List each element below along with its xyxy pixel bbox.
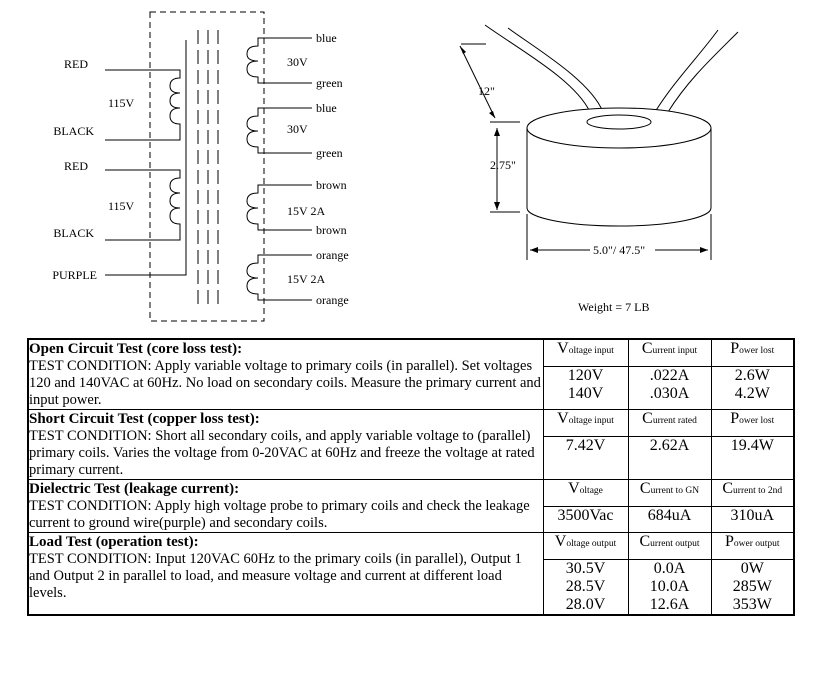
table-cell: 0W 285W 353W <box>711 560 794 616</box>
table-cell: 684uA <box>628 507 711 533</box>
table-cell: 310uA <box>711 507 794 533</box>
height-label: 2.75" <box>490 158 516 172</box>
test-description <box>28 339 543 410</box>
secondary-3-top-label: brown <box>316 178 347 192</box>
test-condition: TEST CONDITION: Short all secondary coils, and apply variable voltage to (parallel) primary coils. Varies the voltage from 0-20VAC at 60Hz and freeze the voltage at rated primary current. <box>29 428 535 478</box>
lead-wire <box>485 25 590 112</box>
primary-1-top-label: RED <box>64 57 88 71</box>
test-results-table <box>27 338 795 616</box>
transformer-drawing <box>0 0 815 330</box>
secondary-2-voltage-label: 30V <box>287 122 308 136</box>
ground-wire-label: PURPLE <box>52 268 97 282</box>
column-header: Current to 2nd <box>711 480 794 507</box>
secondary-2-top-label: blue <box>316 101 337 115</box>
test-title: Load Test (operation test): <box>29 534 199 550</box>
column-header: Power lost <box>711 339 794 367</box>
lead-wire <box>655 30 718 112</box>
secondary-4-bottom-label: orange <box>316 293 349 307</box>
table-cell: 30.5V 28.5V 28.0V <box>543 560 628 616</box>
test-description <box>28 533 543 616</box>
table-row <box>28 480 794 507</box>
secondary-1-voltage-label: 30V <box>287 55 308 69</box>
table-row <box>28 410 794 437</box>
secondary-2-bottom-label: green <box>316 146 343 160</box>
column-header: Current output <box>628 533 711 560</box>
test-title: Short Circuit Test (copper loss test): <box>29 411 260 427</box>
primary-2-top-label: RED <box>64 159 88 173</box>
weight-label: Weight = 7 LB <box>578 300 650 314</box>
table-cell: 7.42V <box>543 437 628 480</box>
lead-wire <box>668 32 738 112</box>
table-cell: 0.0A 10.0A 12.6A <box>628 560 711 616</box>
column-header: Power lost <box>711 410 794 437</box>
test-condition: TEST CONDITION: Input 120VAC 60Hz to the primary coils (in parallel), Output 1 and Output 2 in parallel to load, and measure voltage and current at different load levels. <box>29 551 522 601</box>
lead-length-label: 12" <box>478 84 495 98</box>
column-header: Current to GN <box>628 480 711 507</box>
secondary-3-voltage-label: 15V 2A <box>287 204 326 218</box>
column-header: Voltage input <box>543 410 628 437</box>
test-condition: TEST CONDITION: Apply high voltage probe to primary coils and check the leakage current to ground wire(purple) and secondary coils. <box>29 498 530 531</box>
column-header: Current input <box>628 339 711 367</box>
primary-1-voltage-label: 115V <box>108 96 135 110</box>
test-description <box>28 410 543 480</box>
secondary-1-bottom-label: green <box>316 76 343 90</box>
test-title: Dielectric Test (leakage current): <box>29 481 240 497</box>
column-header: Current rated <box>628 410 711 437</box>
primary-2-voltage-label: 115V <box>108 199 135 213</box>
test-condition: TEST CONDITION: Apply variable voltage to primary coils (in parallel). Set voltages 120 and 140VAC at 60Hz. No load on secondary coils. Measure the primary current and input power. <box>29 358 541 408</box>
primary-1-bottom-label: BLACK <box>53 124 94 138</box>
table-cell: 2.62A <box>628 437 711 480</box>
table-row <box>28 533 794 560</box>
table-cell: 3500Vac <box>543 507 628 533</box>
primary-2-bottom-label: BLACK <box>53 226 94 240</box>
column-header: Power output <box>711 533 794 560</box>
toroid-transformer <box>485 25 738 226</box>
table-cell: 19.4W <box>711 437 794 480</box>
table-cell: 120V 140V <box>543 367 628 410</box>
column-header: Voltage <box>543 480 628 507</box>
dimension-lines <box>460 44 711 260</box>
column-header: Voltage output <box>543 533 628 560</box>
secondary-4-top-label: orange <box>316 248 349 262</box>
table-cell: .022A .030A <box>628 367 711 410</box>
secondary-3-bottom-label: brown <box>316 223 347 237</box>
test-title: Open Circuit Test (core loss test): <box>29 341 243 357</box>
secondary-4-voltage-label: 15V 2A <box>287 272 326 286</box>
test-description <box>28 480 543 533</box>
column-header: Voltage input <box>543 339 628 367</box>
diameter-label: 5.0"/ 47.5" <box>593 243 646 257</box>
lead-wire <box>508 28 603 112</box>
secondary-1-top-label: blue <box>316 31 337 45</box>
table-row <box>28 339 794 367</box>
table-cell: 2.6W 4.2W <box>711 367 794 410</box>
